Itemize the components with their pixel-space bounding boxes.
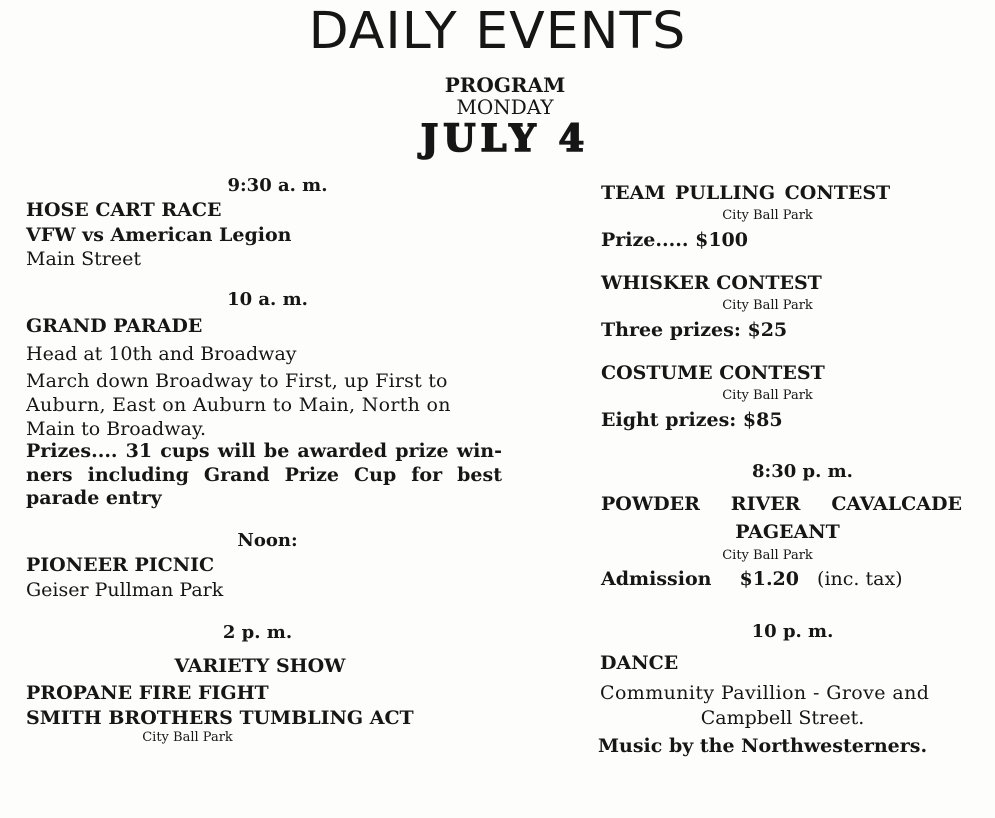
event-title: DANCE	[600, 652, 679, 674]
prize-label: Prize.....	[601, 229, 689, 251]
prize-info: parade entry	[26, 487, 162, 509]
event-time: Noon:	[237, 530, 298, 551]
parade-route: Main to Broadway.	[26, 418, 207, 440]
prize-value: $25	[747, 319, 788, 341]
page-title: DAILY EVENTS	[308, 2, 687, 61]
prize-value: $100	[695, 229, 748, 251]
event-title: PAGEANT	[735, 521, 840, 543]
event-location: City Ball Park	[722, 208, 813, 223]
event-time: 10 p. m.	[751, 621, 834, 642]
event-subtitle: VFW vs American Legion	[26, 224, 292, 246]
event-time: 10 a. m.	[227, 289, 308, 310]
prize-line	[601, 228, 748, 252]
event-title: PIONEER PICNIC	[26, 554, 215, 576]
day-label: MONDAY	[456, 95, 554, 119]
event-time: 9:30 a. m.	[227, 175, 328, 196]
prize-info: ners including Grand Prize Cup for best	[26, 464, 502, 486]
prize-info: Prizes.... 31 cups will be awarded prize win-	[26, 440, 502, 462]
event-title: COSTUME CONTEST	[601, 362, 825, 384]
admission-price: $1.20	[739, 568, 799, 590]
admission-line	[601, 567, 903, 591]
event-title: HOSE CART RACE	[26, 199, 222, 221]
prize-value: $85	[742, 409, 783, 431]
prize-label: Three prizes:	[601, 319, 741, 341]
event-description: Head at 10th and Broadway	[26, 343, 297, 365]
event-location: City Ball Park	[722, 548, 813, 563]
act-name: SMITH BROTHERS TUMBLING ACT	[26, 707, 414, 729]
event-venue: Campbell Street.	[700, 707, 865, 729]
music-credit: Music by the Northwesterners.	[598, 735, 928, 757]
event-title: GRAND PARADE	[26, 315, 203, 337]
event-venue: Community Pavillion - Grove and	[600, 682, 930, 704]
parade-route: Auburn, East on Auburn to Main, North on	[26, 394, 451, 416]
event-location: City Ball Park	[722, 298, 813, 313]
prize-label: Eight prizes:	[601, 409, 737, 431]
parade-route: March down Broadway to First, up First to	[26, 370, 448, 392]
event-location: Main Street	[26, 248, 141, 270]
admission-note: (inc. tax)	[817, 568, 903, 590]
prize-line	[601, 408, 783, 432]
date-heading: JULY 4	[420, 116, 590, 160]
event-time: 2 p. m.	[222, 622, 293, 643]
program-label: PROGRAM	[444, 73, 566, 97]
event-title: VARIETY SHOW	[174, 655, 346, 677]
event-title: POWDER RIVER CAVALCADE	[601, 493, 962, 515]
event-title: WHISKER CONTEST	[601, 272, 822, 294]
admission-label: Admission	[601, 568, 712, 590]
event-title: TEAM PULLING CONTEST	[601, 182, 891, 204]
event-location: City Ball Park	[142, 730, 233, 745]
event-time: 8:30 p. m.	[752, 461, 853, 482]
act-name: PROPANE FIRE FIGHT	[26, 682, 269, 704]
event-location: Geiser Pullman Park	[26, 579, 224, 601]
event-location: City Ball Park	[722, 388, 813, 403]
prize-line	[601, 318, 787, 342]
